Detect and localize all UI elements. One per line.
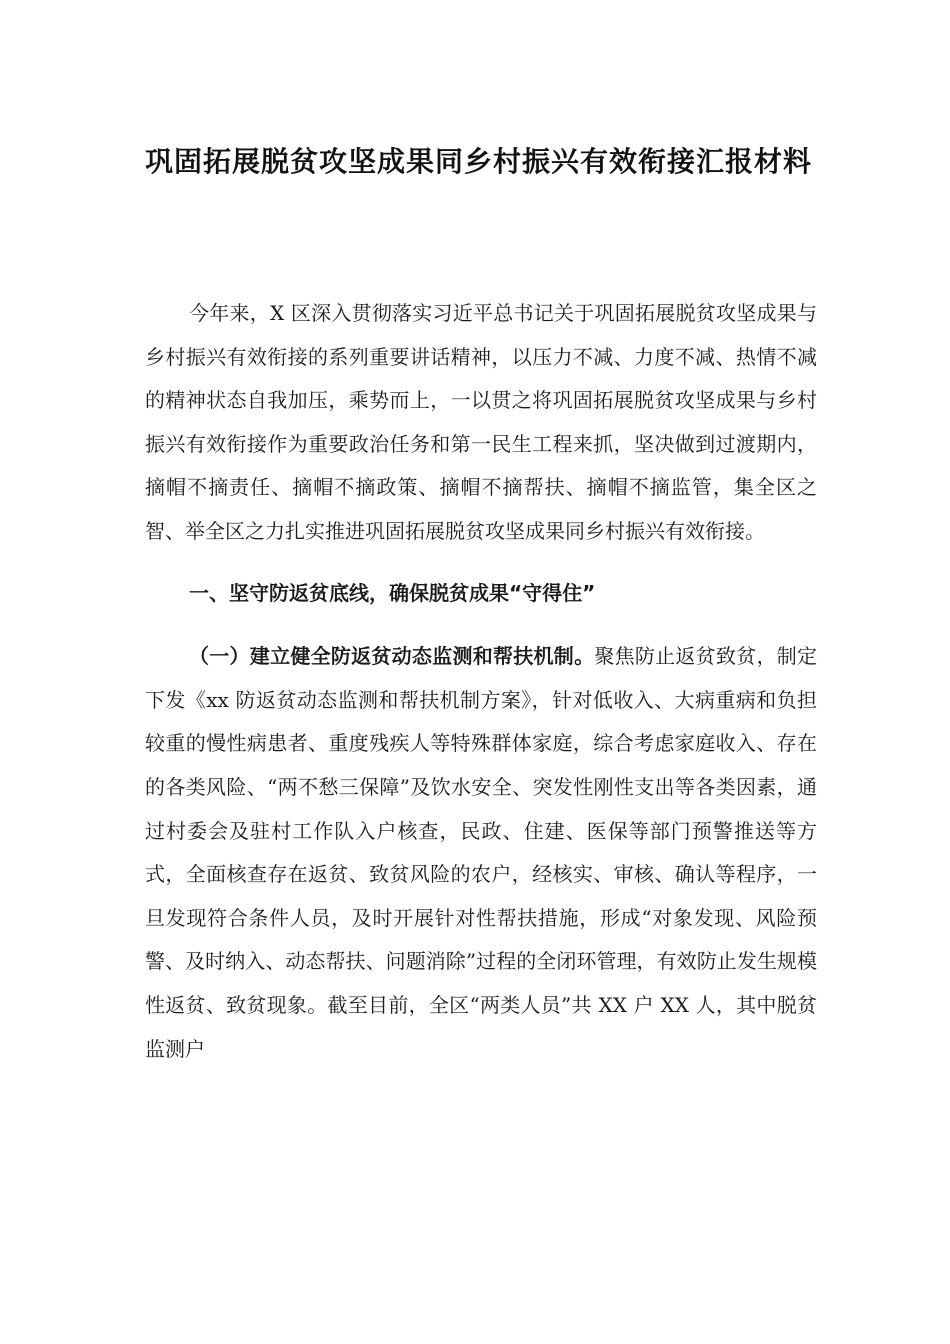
document-title: 巩固拓展脱贫攻坚成果同乡村振兴有效衔接汇报材料 (145, 145, 813, 178)
subsection-heading-1: （一）建立健全防返贫动态监测和帮扶机制。 (189, 644, 595, 669)
section-heading-1: 一、坚守防返贫底线，确保脱贫成果“守得住” (189, 580, 596, 605)
document-page (145, 140, 817, 1071)
subsection-paragraph-1 (145, 635, 817, 1071)
subsection-text-1: 聚焦防止返贫致贫，制定下发《xx 防返贫动态监测和帮扶机制方案》，针对低收入、大病重病和负担较重的慢性病患者、重度残疾人等特殊群体家庭，综合考虑家庭收入、存在的各类风险、“两不愁三保障”及饮水安全、突发性刚性支出等各类因素，通过村委会及驻村工作队入户核查，民政、住建、医保等部门预警推送等方式，全面核查存在返贫、致贫风险的农户，经核实、审核、确认等程序，一旦发现符合条件人员，及时开展针对性帮扶措施，形成“对象发现、风险预警、及时纳入、动态帮扶、问题消除”过程的全闭环管理，有效防止发生规模性返贫、致贫现象。截至目前，全区“两类人员”共 XX 户 XX 人，其中脱贫监测户 (145, 644, 818, 1061)
intro-paragraph: 今年来，X 区深入贯彻落实习近平总书记关于巩固拓展脱贫攻坚成果与乡村振兴有效衔接的系列重要讲话精神，以压力不减、力度不减、热情不减的精神状态自我加压，乘势而上，一以贯之将巩固拓展脱贫攻坚成果与乡村振兴有效衔接作为重要政治任务和第一民生工程来抓，坚决做到过渡期内，摘帽不摘责任、摘帽不摘政策、摘帽不摘帮扶、摘帽不摘监管，集全区之智、举全区之力扎实推进巩固拓展脱贫攻坚成果同乡村振兴有效衔接。 (145, 301, 817, 543)
